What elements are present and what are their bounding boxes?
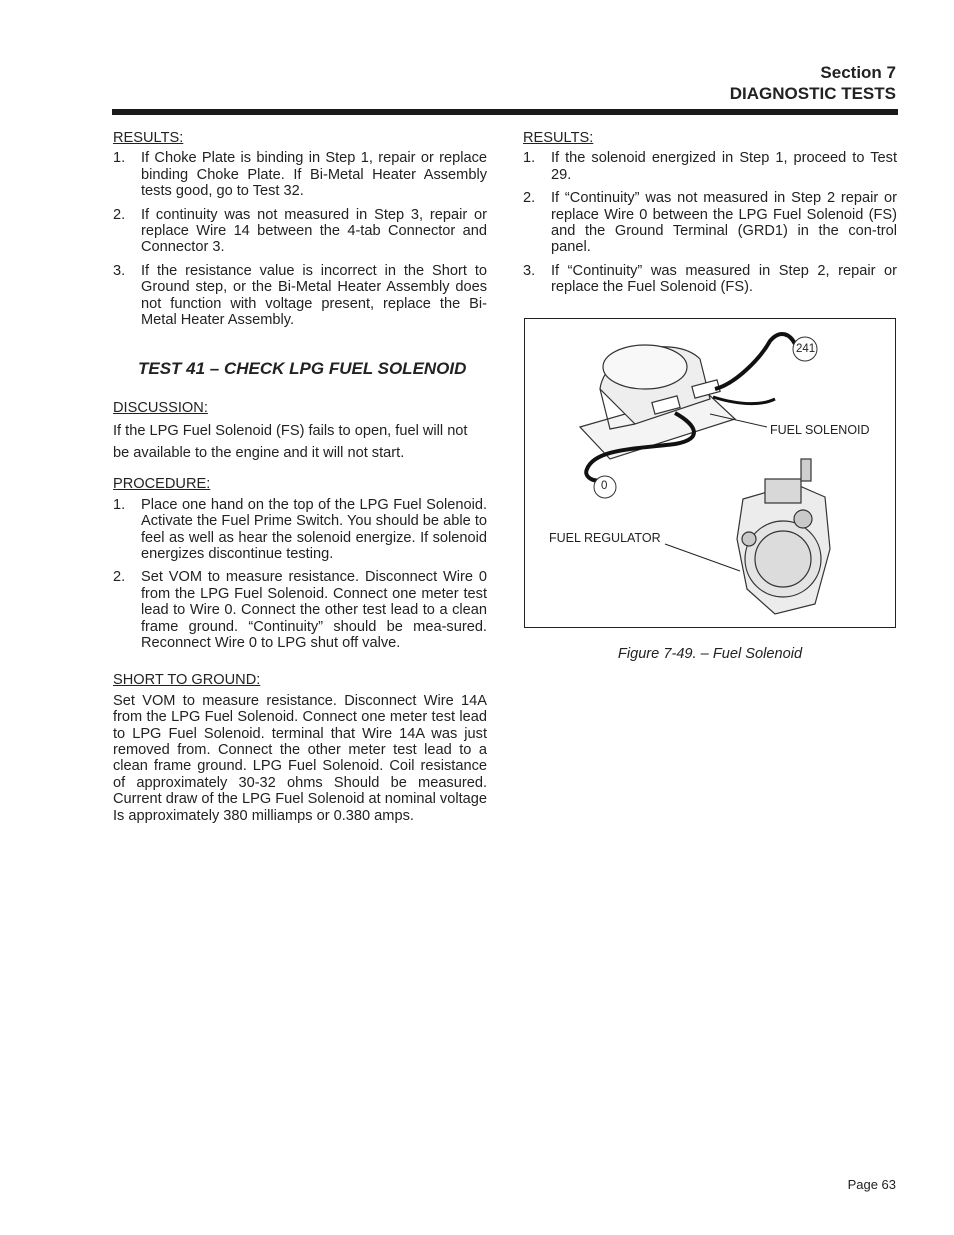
list-item <box>523 190 897 256</box>
list-item <box>113 150 487 199</box>
item-number: 2. <box>113 569 126 586</box>
item-text: If Choke Plate is binding in Step 1, repair or replace binding Choke Plate. If Bi-Metal Heater Assembly tests good, go to Test 32. <box>141 150 487 200</box>
section-title: DIAGNOSTIC TESTS <box>729 84 896 103</box>
item-number: 1. <box>113 496 126 513</box>
page-number: Page 63 <box>847 1177 896 1192</box>
results-heading: RESULTS: <box>523 130 594 146</box>
discussion-heading: DISCUSSION: <box>113 399 208 416</box>
item-text: Set VOM to measure resistance. Disconnect Wire 0 from the LPG Fuel Solenoid. Connect one meter test lead to Wire 0. Connect the other test lead to a clean frame ground. “Continuity” should be mea-sured. Reconnect Wire 0 to LPG shut off valve. <box>141 569 487 651</box>
figure-caption: Figure 7-49. – Fuel Solenoid <box>617 646 803 662</box>
item-text: If the solenoid energized in Step 1, proceed to Test 29. <box>551 150 897 183</box>
wire-0-label: 0 <box>601 480 608 492</box>
figure-box <box>524 318 896 628</box>
results-list <box>523 150 897 295</box>
header-rule <box>112 109 898 115</box>
list-item <box>113 497 487 563</box>
item-number: 3. <box>523 262 536 279</box>
item-text: If “Continuity” was measured in Step 2, repair or replace the Fuel Solenoid (FS). <box>551 262 897 296</box>
item-number: 2. <box>113 206 126 223</box>
item-number: 1. <box>523 150 536 167</box>
right-column <box>523 130 897 303</box>
list-item <box>523 150 897 183</box>
item-number: 2. <box>523 190 536 207</box>
fuel-regulator <box>737 459 830 614</box>
short-to-ground-text: Set VOM to measure resistance. Disconnect Wire 14A from the LPG Fuel Solenoid. Connect one meter test lead to LPG Fuel Solenoid. terminal that Wire 14A was just removed from. Connect the other meter test lead to a clean frame ground. LPG Fuel Solenoid. Coil resistance of approximately 30-32 ohms Should be measured. Current draw of the LPG Fuel Solenoid at nominal voltage Is approximately 380 milliamps or 0.380 amps. <box>113 692 487 824</box>
short-to-ground-heading: SHORT TO GROUND: <box>113 672 261 689</box>
list-item <box>113 569 487 651</box>
item-text: If the resistance value is incorrect in the Short to Ground step, or the Bi-Metal Heater Assembly does not function with voltage present, replace the Bi-Metal Heater Assembly. <box>141 262 487 329</box>
fuel-solenoid-label: FUEL SOLENOID <box>770 423 870 437</box>
item-text: Place one hand on the top of the LPG Fuel Solenoid. Activate the Fuel Prime Switch. You should be able to feel as well as hear the solenoid energize. If solenoid energizes discontinue testing. <box>141 496 487 562</box>
wire-241-label: 241 <box>796 343 816 355</box>
left-column <box>113 130 487 824</box>
item-number: 3. <box>113 262 126 279</box>
results-list <box>113 150 487 328</box>
list-item <box>113 263 487 329</box>
list-item <box>523 263 897 296</box>
procedure-heading: PROCEDURE: <box>113 476 211 493</box>
discussion-text: If the LPG Fuel Solenoid (FS) fails to open, fuel will not be available to the engine and it will not start. <box>113 423 468 462</box>
procedure-list <box>113 497 487 652</box>
test-title: TEST 41 – CHECK LPG FUEL SOLENOID <box>138 359 467 379</box>
fuel-regulator-label: FUEL REGULATOR <box>549 531 661 545</box>
section-label: Section 7 <box>820 63 896 82</box>
list-item <box>113 207 487 256</box>
fuel-solenoid-illustration <box>525 319 895 627</box>
item-number: 1. <box>113 150 126 167</box>
item-text: If “Continuity” was not measured in Step 2 repair or replace Wire 0 between the LPG Fuel Solenoid (FS) and the Ground Terminal (GRD1) in the con-trol panel. <box>551 190 897 256</box>
item-text: If continuity was not measured in Step 3, repair or replace Wire 14 between the 4-tab Connector and Connector 3. <box>141 206 487 256</box>
wire-241 <box>715 334 795 389</box>
results-heading: RESULTS: <box>113 130 184 146</box>
